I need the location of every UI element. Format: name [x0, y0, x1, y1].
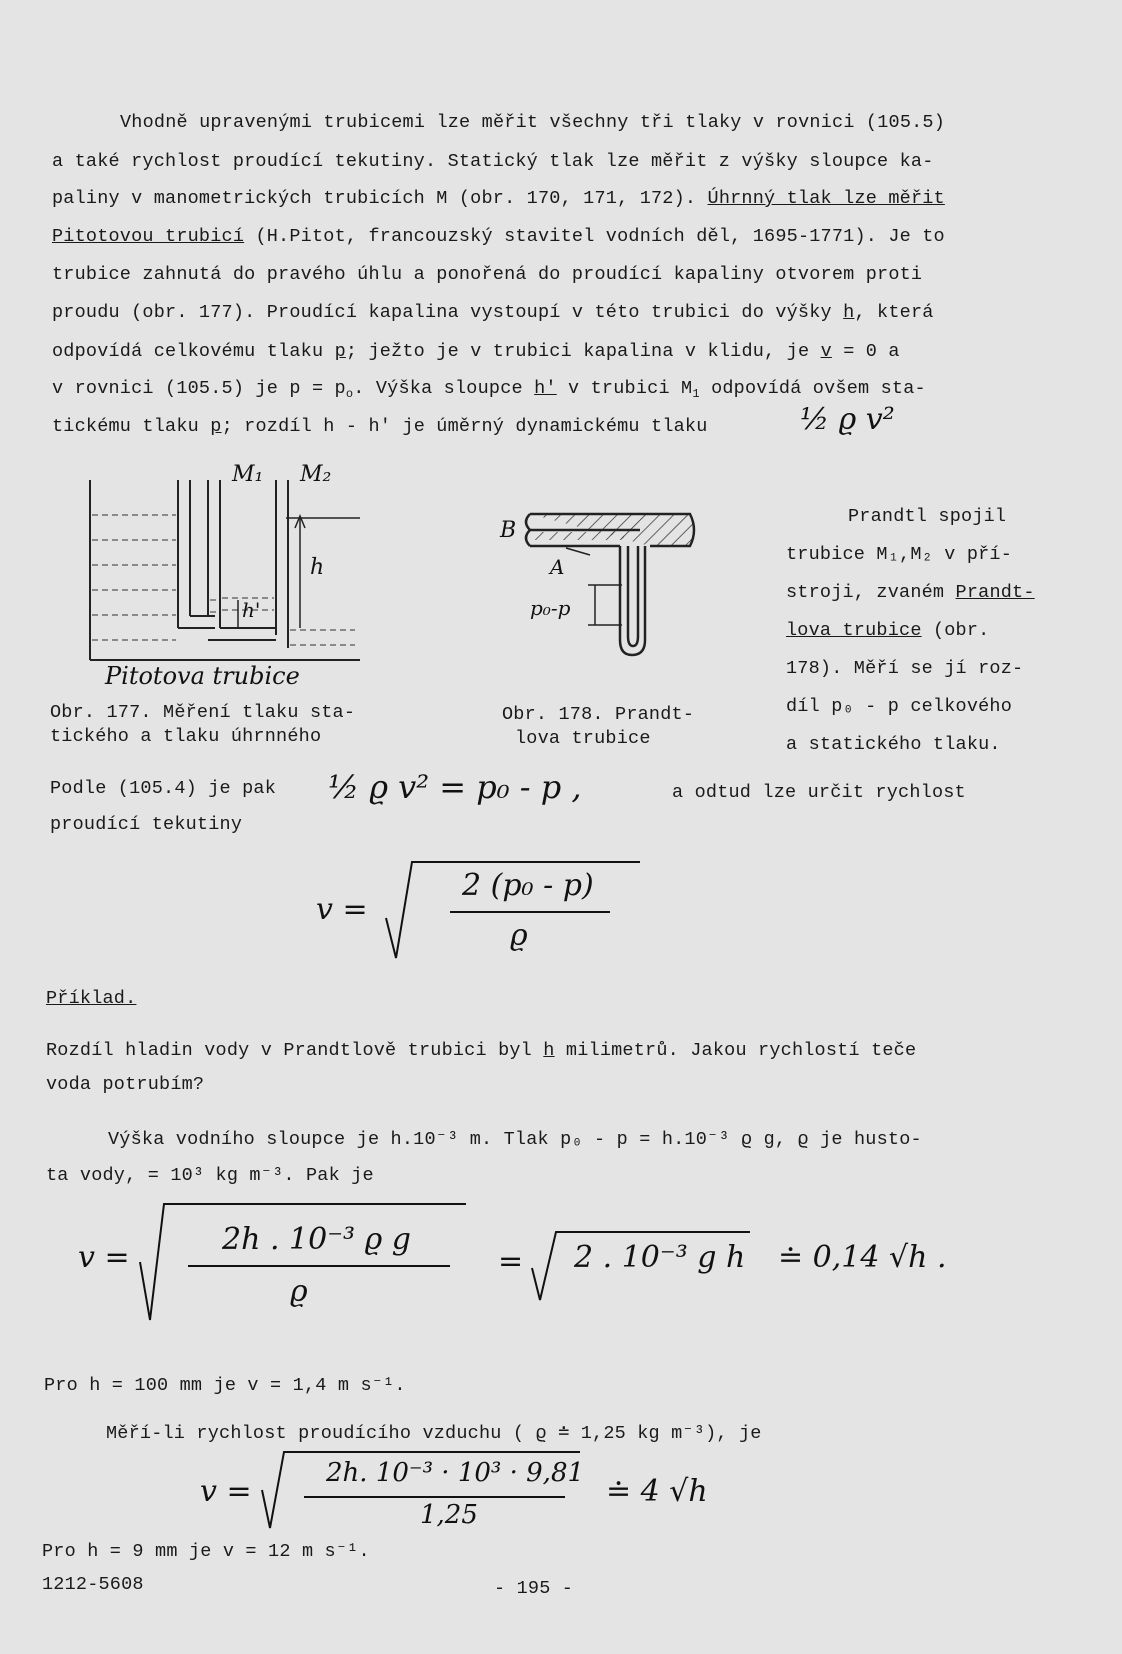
text-line: voda potrubím?	[46, 1074, 205, 1095]
velocity-formula-denominator: ϱ	[510, 918, 528, 953]
text-line: proudu (obr. 177). Proudící kapalina vystoupí v této trubici do výšky h, která	[52, 302, 934, 323]
side-text-line: lova trubice (obr.	[786, 620, 990, 641]
page-number: - 195 -	[494, 1578, 574, 1599]
text-line: Rozdíl hladin vody v Prandtlově trubici byl h milimetrů. Jakou rychlostí teče	[46, 1040, 917, 1061]
side-text-line: Prandtl spojil	[848, 506, 1007, 527]
example-formula-eq: =	[498, 1244, 524, 1279]
air-formula-denominator: 1,25	[420, 1500, 478, 1530]
fig177-label-h-prime: h'	[242, 598, 261, 622]
text-line: trubice zahnutá do pravého úhlu a ponořená do proudící kapaliny otvorem proti	[52, 264, 923, 285]
text-line: tickému tlaku p; rozdíl h - h' je úměrný dynamickému tlaku	[52, 416, 708, 437]
side-text-line: stroji, zvaném Prandt-	[786, 582, 1035, 603]
example-formula-lhs: v =	[78, 1240, 130, 1275]
text-line: Vhodně upravenými trubicemi lze měřit všechny tři tlaky v rovnici (105.5)	[120, 112, 946, 133]
dynamic-pressure-formula: ½ ϱ v²	[800, 402, 895, 437]
fig178-label-p: p₀-p	[530, 596, 571, 620]
bernoulli-formula: ½ ϱ v² = p₀ - p ,	[328, 768, 582, 806]
text-line: a odtud lze určit rychlost	[672, 782, 966, 803]
text-line: proudící tekutiny	[50, 814, 243, 835]
fig178-caption: lova trubice	[515, 728, 651, 749]
fig177-label-h: h	[310, 555, 325, 580]
example-formula-radicand: 2 . 10⁻³ g h	[574, 1240, 746, 1275]
velocity-formula-lhs: v =	[316, 892, 368, 927]
fig177-label-m2: M₂	[300, 462, 332, 487]
text-line: Pro h = 9 mm je v = 12 m s⁻¹.	[42, 1541, 370, 1562]
document-code: 1212-5608	[42, 1574, 144, 1595]
text-line: v rovnici (105.5) je $p = p_o$. Výška sloupce h' v trubici $M_1$ odpovídá ovšem sta-	[52, 378, 926, 401]
text-line: Pro h = 100 mm je v = 1,4 m s⁻¹.	[44, 1375, 406, 1396]
side-text-line: díl p₀ - p celkového	[786, 696, 1013, 717]
fig178-label-b: B	[500, 518, 517, 543]
fig177-caption: tického a tlaku úhrnného	[50, 726, 322, 747]
example-formula-denominator: ϱ	[290, 1274, 308, 1309]
example-formula-numerator: 2h . 10⁻³ ϱ g	[222, 1222, 411, 1257]
fig178-caption: Obr. 178. Prandt-	[502, 704, 695, 725]
text-line: paliny v manometrických trubicích M (obr. 170, 171, 172). Úhrnný tlak lze měřit	[52, 188, 945, 209]
text-line: Měří-li rychlost proudícího vzduchu ( ϱ ≐ 1,25 kg m⁻³), je	[106, 1423, 762, 1444]
text-line: Výška vodního sloupce je h.10⁻³ m. Tlak p₀ - p = h.10⁻³ ϱ g, ϱ je husto-	[108, 1129, 922, 1150]
air-formula-lhs: v =	[200, 1474, 252, 1509]
fig177-caption: Obr. 177. Měření tlaku sta-	[50, 702, 356, 723]
air-formula-numerator: 2h. 10⁻³ · 10³ · 9,81	[326, 1458, 585, 1488]
text-line: odpovídá celkovému tlaku p; ježto je v trubici kapalina v klidu, je v = 0 a	[52, 341, 900, 362]
air-formula-result: ≐ 4 √h	[606, 1474, 708, 1509]
text-line: Podle (105.4) je pak	[50, 778, 277, 799]
example-formula-result: ≐ 0,14 √h .	[778, 1240, 947, 1275]
fig177-label-m1: M₁	[232, 462, 264, 487]
fig178-label-a: A	[550, 555, 565, 579]
example-heading: Příklad.	[46, 988, 137, 1009]
fig177-handwritten-caption: Pitotova trubice	[105, 662, 300, 690]
side-text-line: a statického tlaku.	[786, 734, 1001, 755]
velocity-formula-numerator: 2 (p₀ - p)	[462, 868, 594, 903]
text-line: Pitotovou trubicí (H.Pitot, francouzský stavitel vodních děl, 1695-1771). Je to	[52, 226, 945, 247]
side-text-line: trubice M₁,M₂ v pří-	[786, 544, 1013, 565]
text-line: ta vody, = 10³ kg m⁻³. Pak je	[46, 1165, 374, 1186]
text-line: a také rychlost proudící tekutiny. Statický tlak lze měřit z výšky sloupce ka-	[52, 151, 934, 172]
side-text-line: 178). Měří se jí roz-	[786, 658, 1024, 679]
